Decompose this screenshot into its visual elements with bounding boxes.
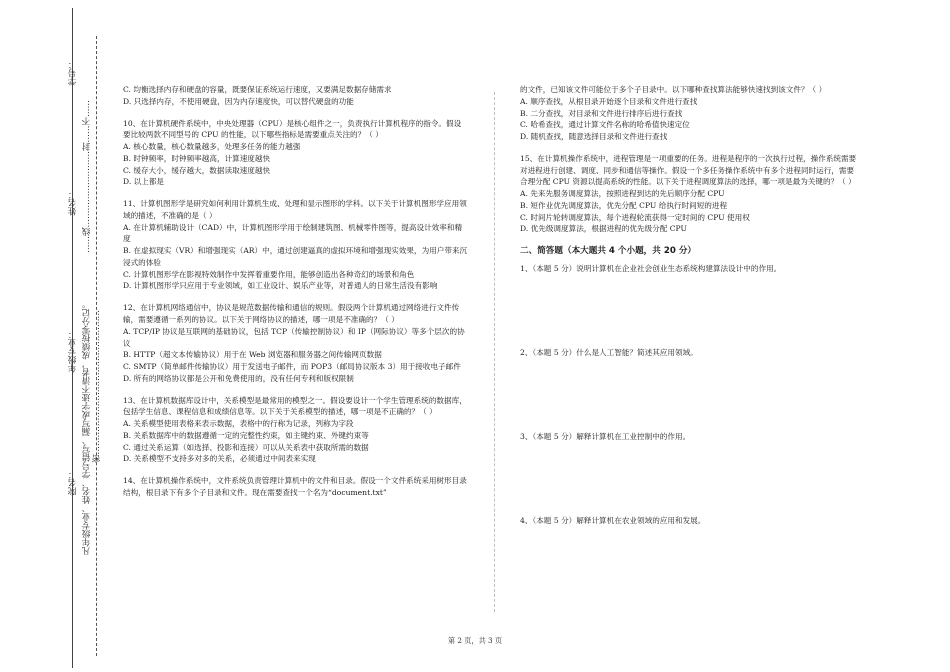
q14-stem-head: 14、在计算机操作系统中，文件系统负责管理计算机中的文件和目录。假设一个文件系统采用树形目录结构，根目录下有多个子目录和文件。现在需要查找一个名为“document.txt” xyxy=(123,476,467,497)
question-10 xyxy=(123,118,468,189)
q10-option-d: D. 以上都是 xyxy=(123,177,165,187)
question-14-head xyxy=(123,475,468,499)
question-11 xyxy=(123,198,468,292)
q12-option-a: A. TCP/IP 协议是互联网的基础协议，包括 TCP（传输控制协议）和 IP（网际协议）等多个层次的协议 xyxy=(123,326,465,348)
student-id-label: 学号： xyxy=(68,60,78,86)
q13-option-c: C. 通过关系运算（如选择、投影和连接）可以从关系表中获取所需的数据 xyxy=(123,442,369,452)
q11-option-d: D. 计算机图形学只应用于专业领域，如工业设计、娱乐产业等，对普通人的日常生活没有影响 xyxy=(123,281,438,291)
q13-option-b: B. 关系数据库中的数据遵循一定的完整性约束，如主键约束、外键约束等 xyxy=(123,430,369,440)
q10-option-a: A. 核心数量，核心数量越多，处理多任务的能力越强 xyxy=(123,142,301,152)
short-answer-4: 4、（本题 5 分）解释计算机在农业领域的应用和发展。 xyxy=(520,515,706,525)
q15-stem: 15、在计算机操作系统中，进程管理是一项重要的任务。进程是程序的一次执行过程，操作系统需要对进程进行创建、调度、同步和通信等操作。假设一个多任务操作系统中有多个进程同时运行，需要合理分配 CPU 资源以提高系统的性能。以下关于进程调度算法的选择，哪一项是最为关键的？（ ） xyxy=(520,153,857,187)
right-column xyxy=(520,84,860,526)
column-divider xyxy=(494,92,495,612)
margin-seal-line: 密…………………………………………… xyxy=(92,310,102,463)
question-14-tail xyxy=(520,84,860,143)
q14-option-c: C. 哈希查找，通过计算文件名称的哈希值快速定位 xyxy=(520,120,690,130)
q11-option-c: C. 计算机图形学在影视特效制作中发挥着重要作用，能够创造出各种奇幻的场景和角色 xyxy=(123,269,415,279)
question-12 xyxy=(123,302,468,384)
q15-option-a: A. 先来先服务调度算法，按照进程到达的先后顺序分配 CPU xyxy=(520,189,725,199)
q14-option-b: B. 二分查找，对目录和文件进行排序后进行查找 xyxy=(520,108,683,118)
q9-option-c: C. 均衡选择内存和硬盘的容量，既要保证系统运行速度，又要满足数据存储需求 xyxy=(123,85,392,94)
q10-stem: 10、在计算机硬件系统中，中央处理器（CPU）是核心组件之一，负责执行计算机程序的指令。假设要比较两款不同型号的 CPU 的性能，以下哪些指标是需要重点关注的？（ ） xyxy=(123,118,462,140)
left-column xyxy=(123,84,468,509)
q12-option-c: C. SMTP（简单邮件传输协议）用于发送电子邮件，而 POP3（邮局协议版本 3）用于接收电子邮件 xyxy=(123,362,461,372)
q10-option-b: B. 时钟频率，时钟频率越高，计算速度越快 xyxy=(123,153,271,163)
short-answer-2: 2、（本题 5 分）什么是人工智能？简述其应用领域。 xyxy=(520,347,698,357)
q12-option-b: B. HTTP（超文本传输协议）用于在 Web 浏览器和服务器之间传输网页数据 xyxy=(123,350,382,360)
school-label: 院名： xyxy=(68,470,78,496)
q15-option-d: D. 优先级调度算法，根据进程的优先级分配 CPU xyxy=(520,224,687,234)
q14-stem-tail: 的文件，已知该文件可能位于多个子目录中。以下哪种查找算法能够快速找到该文件？（ ） xyxy=(520,85,827,94)
margin-warning-line: ……线………………………封……不…… xyxy=(82,100,92,253)
margin-instruction: 凡年级专业、姓名、学号错写、漏写或字迹不清者，成绩按零分记。 xyxy=(82,300,92,555)
question-13 xyxy=(123,395,468,466)
q12-stem: 12、在计算机网络通信中，协议是规范数据传输和通信的规则。假设两个计算机通过网络进行文件传输，需要遵循一系列的协议。以下关于网络协议的描述，哪一项是不准确的？（ ） xyxy=(123,303,460,325)
q13-stem: 13、在计算机数据库设计中，关系模型是最常用的模型之一。假设要设计一个学生管理系统的数据库，包括学生信息、课程信息和成绩信息等。以下关于关系模型的描述，哪一项是不正确的？（ ） xyxy=(123,395,467,417)
short-answer-3: 3、（本题 5 分）解释计算机在工业控制中的作用。 xyxy=(520,431,691,441)
q11-option-b: B. 在虚拟现实（VR）和增强现实（AR）中，通过创建逼真的虚拟环境和增强现实效果，为用户带来沉浸式的体验 xyxy=(123,246,468,267)
name-label: 姓名： xyxy=(68,190,78,216)
q9-option-d: D. 只选择内存，不使用硬盘，因为内存速度快，可以替代硬盘的功能 xyxy=(123,96,354,106)
short-answer-1: 1、（本题 5 分）说明计算机在企业社会创业生态系统构建算法设计中的作用。 xyxy=(520,263,782,273)
major-label: 年级专业： xyxy=(68,330,78,373)
section-title-short-answer: 二、简答题（本大题共 4 个小题，共 20 分） xyxy=(520,246,697,257)
q10-option-c: C. 缓存大小，缓存越大，数据读取速度越快 xyxy=(123,165,271,175)
q13-option-d: D. 关系模型不支持多对多的关系，必须通过中间表来实现 xyxy=(123,454,316,464)
question-9-tail xyxy=(123,84,468,108)
q15-option-b: B. 短作业优先调度算法，优先分配 CPU 给执行时间短的进程 xyxy=(520,200,728,210)
q14-option-a: A. 顺序查找，从根目录开始逐个目录和文件进行查找 xyxy=(520,96,698,106)
page-number-footer: 第 2 页，共 3 页 xyxy=(447,636,503,645)
q11-stem: 11、计算机图形学是研究如何利用计算机生成、处理和显示图形的学科。以下关于计算机图形学应用领域的描述，不准确的是（ ） xyxy=(123,199,467,220)
q11-option-a: A. 在计算机辅助设计（CAD）中，计算机图形学用于绘制建筑图、机械零件图等，提高设计效率和精度 xyxy=(123,222,463,244)
q12-option-d: D. 所有的网络协议都是公开和免费使用的，没有任何专利和版权限制 xyxy=(123,373,354,383)
binding-margin xyxy=(0,0,118,672)
q14-option-d: D. 随机查找，随意选择目录和文件进行查找 xyxy=(520,132,668,142)
q13-option-a: A. 关系模型使用表格来表示数据，表格中的行称为记录，列称为字段 xyxy=(123,419,354,429)
q15-option-c: C. 时间片轮转调度算法，每个进程轮流获得一定时间的 CPU 使用权 xyxy=(520,212,750,222)
question-15 xyxy=(520,153,860,235)
